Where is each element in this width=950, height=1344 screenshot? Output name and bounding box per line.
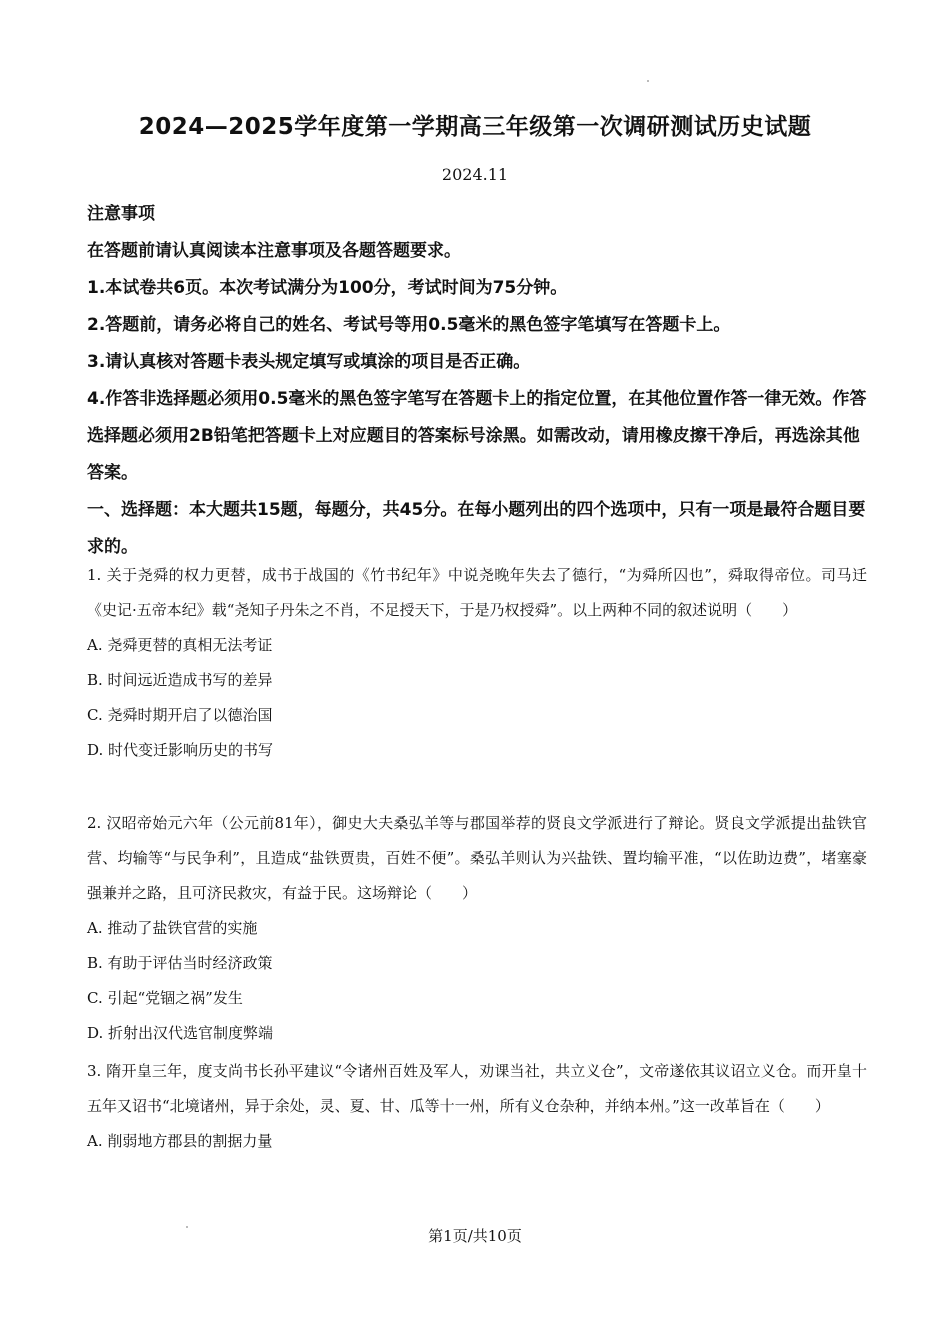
option-d: D. 折射出汉代选官制度弊端 [87,1024,274,1042]
option-b: B. 时间远近造成书写的差异 [87,671,273,689]
question-3 [87,1054,867,1159]
option-a: A. 尧舜更替的真相无法考证 [87,636,273,654]
notice-heading: 注意事项 [87,204,155,224]
question-stem: 3. 隋开皇三年，度支尚书长孙平建议“令诸州百姓及军人，劝课当社，共立义仓”，文帝遂依其议诏立义仓。而开皇十五年又诏书“北境诸州，异于余处，灵、夏、甘、瓜等十一州，所有义仓杂种，并纳本州。”这一改革旨在（ ） [87,1062,867,1115]
question-stem: 2. 汉昭帝始元六年（公元前81年），御史大夫桑弘羊等与郡国举荐的贤良文学派进行了辩论。贤良文学派提出盐铁官营、均输等“与民争利”，且造成“盐铁贾贵，百姓不便”。桑弘羊则认为兴盐铁、置均输平准，“以佐助边费”，堵塞豪强兼并之路，且可济民救灾，有益于民。这场辩论（ ） [87,814,867,902]
notice-item: 3.请认真核对答题卡表头规定填写或填涂的项目是否正确。 [87,352,531,372]
notice-item: 1.本试卷共6页。本次考试满分为100分，考试时间为75分钟。 [87,278,568,298]
notice-intro: 在答题前请认真阅读本注意事项及各题答题要求。 [87,241,461,261]
option-c: C. 尧舜时期开启了以德治国 [87,706,273,724]
scan-dot [647,80,649,82]
notice-item: 4.作答非选择题必须用0.5毫米的黑色签字笔写在答题卡上的指定位置，在其他位置作答一律无效。作答选择题必须用2B铅笔把答题卡上对应题目的答案标号涂黑。如需改动，请用橡皮擦干净后，再选涂其他答案。 [87,389,867,483]
notice-section [87,196,867,566]
option-d: D. 时代变迁影响历史的书写 [87,741,274,759]
exam-date: 2024.11 [441,165,509,184]
option-a: A. 推动了盐铁官营的实施 [87,919,258,937]
section-heading: 一、选择题：本大题共15题，每题分，共45分。在每小题列出的四个选项中，只有一项是最符合题目要求的。 [87,500,866,557]
option-c: C. 引起“党锢之祸”发生 [87,989,243,1007]
option-a: A. 削弱地方郡县的割据力量 [87,1132,273,1150]
question-stem: 1. 关于尧舜的权力更替，成书于战国的《竹书纪年》中说尧晚年失去了德行，“为舜所囚也”，舜取得帝位。司马迁《史记·五帝本纪》载“尧知子丹朱之不肖，不足授天下，于是乃权授舜”。以上两种不同的叙述说明（ ） [87,566,867,619]
page-number: 第1页/共10页 [428,1227,522,1245]
option-b: B. 有助于评估当时经济政策 [87,954,273,972]
question-2 [87,806,867,1051]
question-1 [87,558,867,768]
notice-item: 2.答题前，请务必将自己的姓名、考试号等用0.5毫米的黑色签字笔填写在答题卡上。 [87,315,731,335]
exam-title: 2024—2025学年度第一学期高三年级第一次调研测试历史试题 [138,114,812,140]
